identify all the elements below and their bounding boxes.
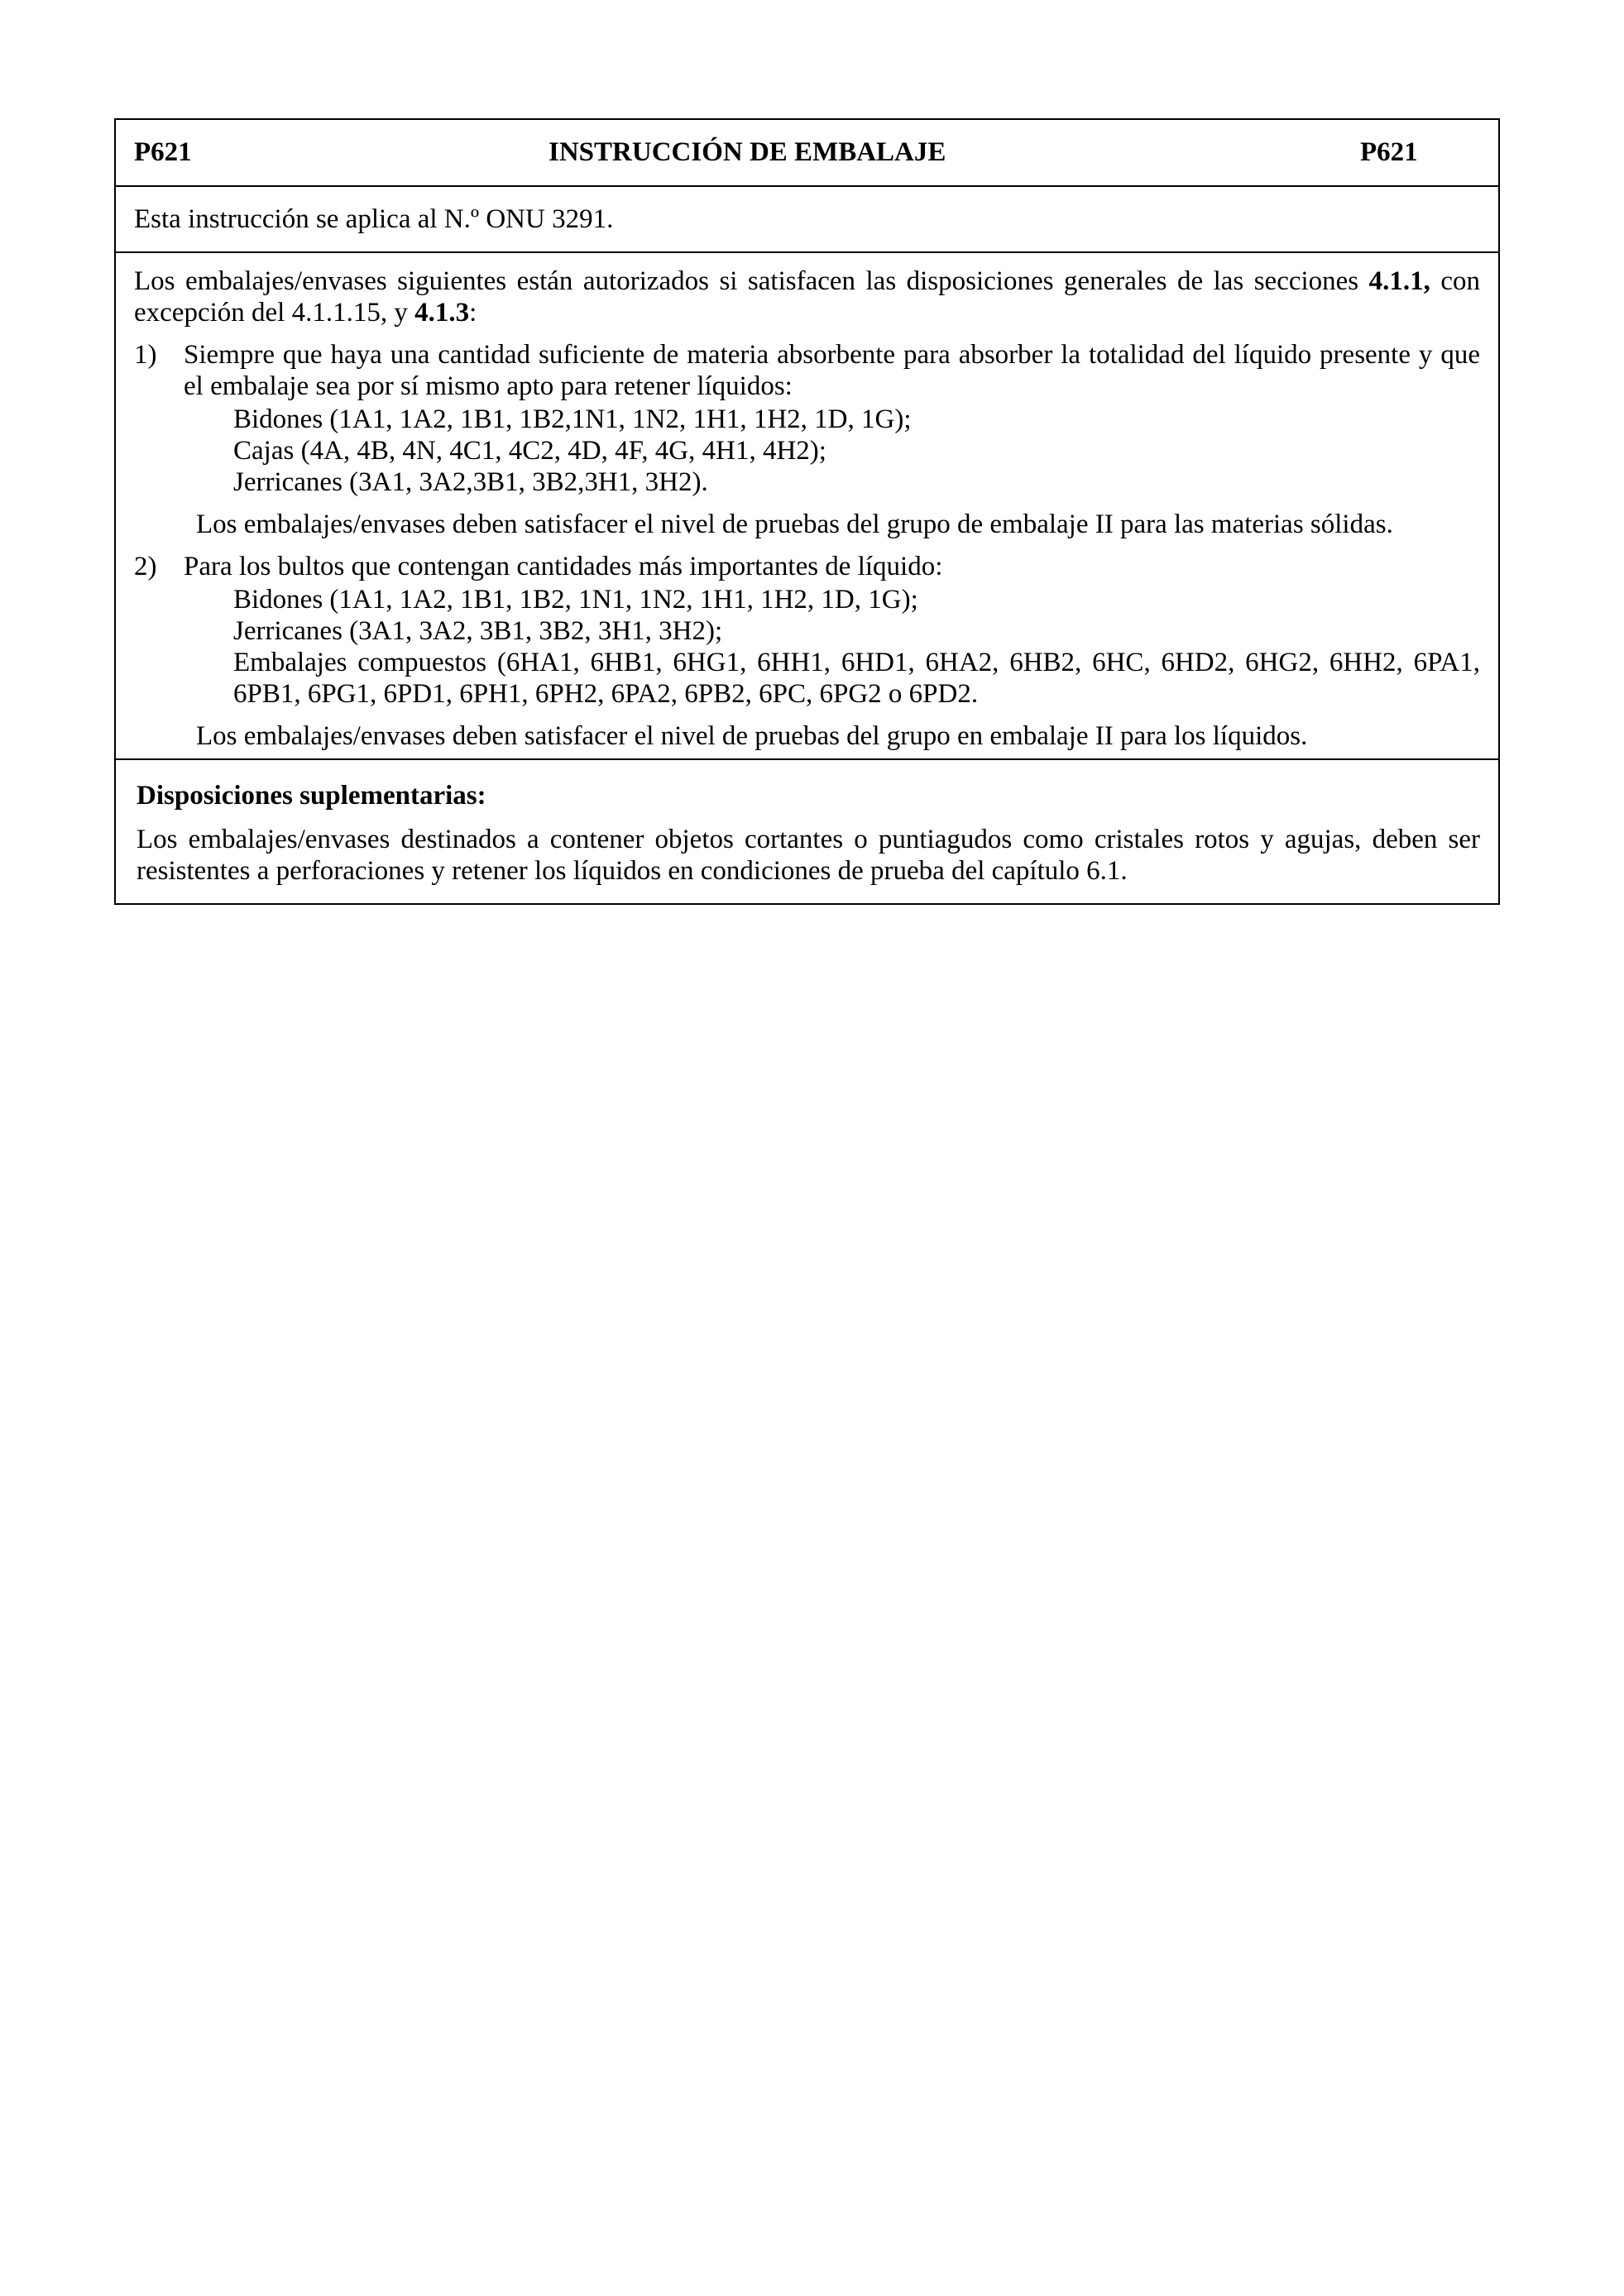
packaging-entry: Jerricanes (3A1, 3A2,3B1, 3B2,3H1, 3H2). [233,467,708,497]
packaging-entry: Embalajes compuestos (6HA1, 6HB1, 6HG1, 6HH1, 6HD1, 6HA2, 6HB2, 6HC, 6HD2, 6HG2, 6HH2, 6PA1, 6PB1, 6PG1, 6PD1, 6PH1, 6PH2, 6PA2, 6PB2, 6PC, 6PG2 o 6PD2. [233,648,1480,709]
item-body [184,339,1480,498]
section-ref-4-1-3: 4.1.3 [414,298,470,328]
item-number: 2) [134,552,157,581]
supplementary-provisions-section [116,758,1498,903]
authorized-intro [134,265,1480,328]
list-item [134,551,1480,710]
applies-text: Esta instrucción se aplica al N.º ONU 3291. [134,204,614,234]
item-condition-text: Siempre que haya una cantidad suficiente de materia absorbente para absorber la totalidad del líquido presente y que el embalaje sea por sí mismo apto para retener líquidos: [184,340,1480,401]
test-level-note: Los embalajes/envases deben satisfacer el nivel de pruebas del grupo de embalaje II para las materias sólidas. [196,509,1393,539]
packaging-entry: Cajas (4A, 4B, 4N, 4C1, 4C2, 4D, 4F, 4G, 4H1, 4H2); [233,436,826,466]
intro-text-start: Los embalajes/envases siguientes están autorizados si satisfacen las disposiciones generales de las secciones [134,266,1369,296]
intro-text-end: : [469,298,477,328]
packing-instruction-table [114,118,1500,905]
authorized-packagings-section [116,251,1498,758]
instruction-code-right: P621 [1360,137,1418,167]
item-condition-text: Para los bultos que contengan cantidades más importantes de líquido: [184,552,943,581]
packaging-list [233,404,1480,498]
table-header-row [116,120,1498,185]
item-body [184,551,1480,710]
supplementary-text: Los embalajes/envases destinados a contener objetos cortantes o puntiagudos como cristales rotos y agujas, deben ser resistentes a perforaciones y retener los líquidos en condiciones de prueba del capítulo 6.1. [137,825,1480,886]
supplementary-heading: Disposiciones suplementarias: [137,781,486,811]
applies-row [116,185,1498,251]
packaging-entry: Bidones (1A1, 1A2, 1B1, 1B2, 1N1, 1N2, 1H1, 1H2, 1D, 1G); [233,585,918,615]
item-number: 1) [134,340,157,370]
list-item [134,339,1480,498]
instruction-title: INSTRUCCIÓN DE EMBALAJE [549,137,946,167]
intro-text-middle: con excepción del 4.1.1.15, y [134,266,1480,328]
packaging-entry: Bidones (1A1, 1A2, 1B1, 1B2,1N1, 1N2, 1H1, 1H2, 1D, 1G); [233,404,912,434]
packaging-list [233,584,1480,710]
test-level-note: Los embalajes/envases deben satisfacer el nivel de pruebas del grupo en embalaje II para los líquidos. [196,721,1308,751]
instruction-code-left: P621 [134,137,192,167]
packaging-entry: Jerricanes (3A1, 3A2, 3B1, 3B2, 3H1, 3H2); [233,616,723,646]
section-ref-4-1-1: 4.1.1, [1368,266,1430,296]
